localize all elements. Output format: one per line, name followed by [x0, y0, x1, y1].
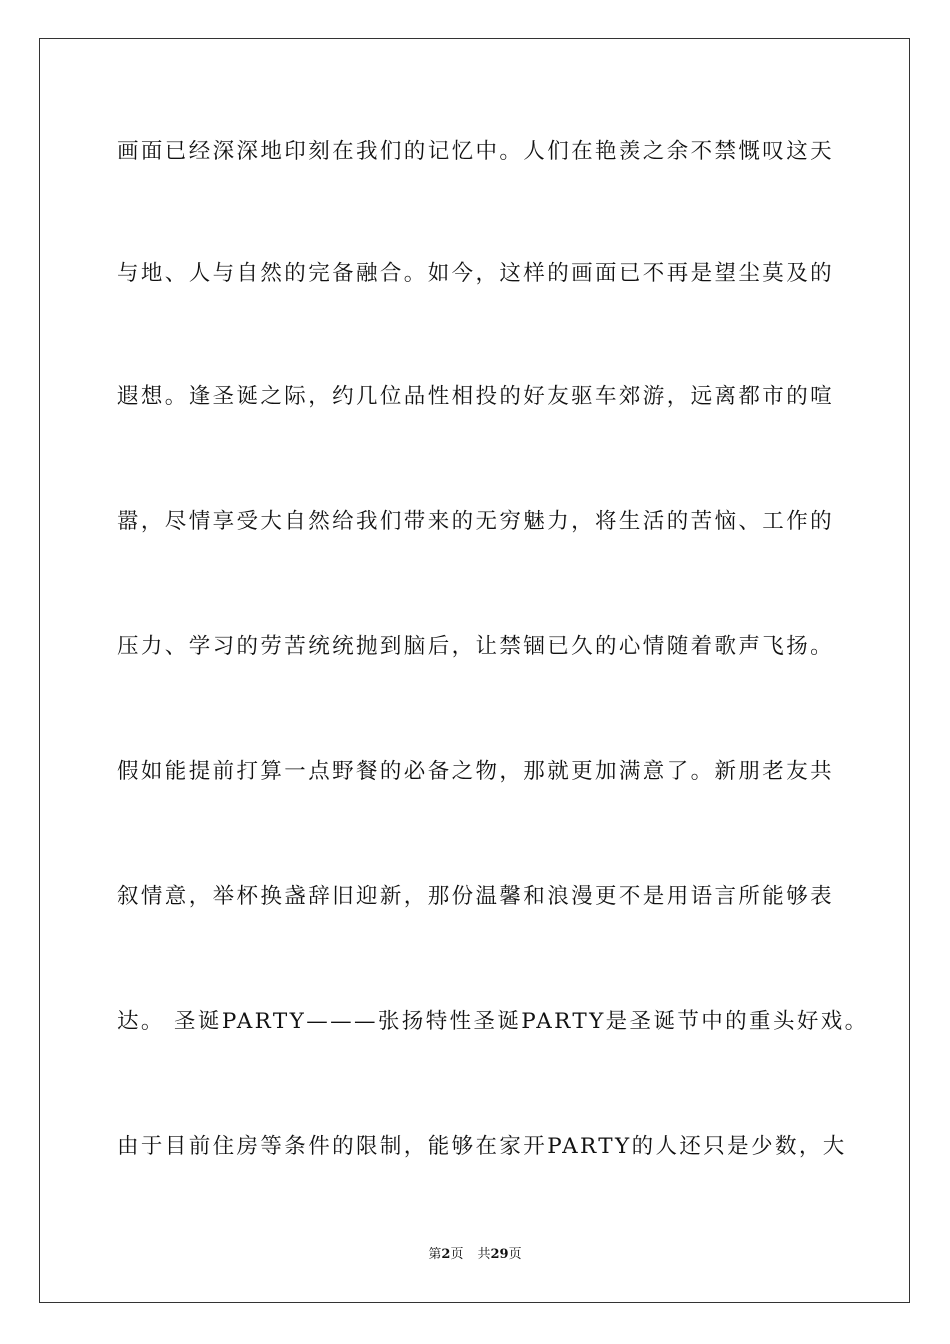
text-line-6: 假如能提前打算一点野餐的必备之物，那就更加满意了。新朋老友共	[117, 759, 835, 784]
page-footer	[0, 1246, 950, 1264]
text-line-5: 压力、学习的劳苦统统抛到脑后，让禁锢已久的心情随着歌声飞扬。	[117, 634, 835, 659]
text-line-8: 达。 圣诞PARTY———张扬特性圣诞PARTY是圣诞节中的重头好戏。	[117, 1009, 869, 1034]
total-suffix: 页	[508, 1247, 522, 1262]
total-pages: 29	[490, 1247, 509, 1262]
page-frame	[39, 38, 910, 1303]
total-prefix: 共	[477, 1247, 491, 1262]
page-suffix: 页	[450, 1247, 464, 1262]
text-line-3: 遐想。逢圣诞之际，约几位品性相投的好友驱车郊游，远离都市的喧	[117, 384, 835, 409]
text-line-7: 叙情意，举杯换盏辞旧迎新，那份温馨和浪漫更不是用语言所能够表	[117, 884, 835, 909]
page-number: 2	[441, 1247, 451, 1262]
text-line-1: 画面已经深深地印刻在我们的记忆中。人们在艳羡之余不禁慨叹这天	[117, 139, 835, 164]
text-line-4: 嚣，尽情享受大自然给我们带来的无穷魅力，将生活的苦恼、工作的	[117, 509, 835, 534]
text-line-2: 与地、人与自然的完备融合。如今，这样的画面已不再是望尘莫及的	[117, 261, 835, 286]
text-line-9: 由于目前住房等条件的限制，能够在家开PARTY的人还只是少数，大	[117, 1134, 847, 1159]
page-prefix: 第	[428, 1247, 442, 1262]
